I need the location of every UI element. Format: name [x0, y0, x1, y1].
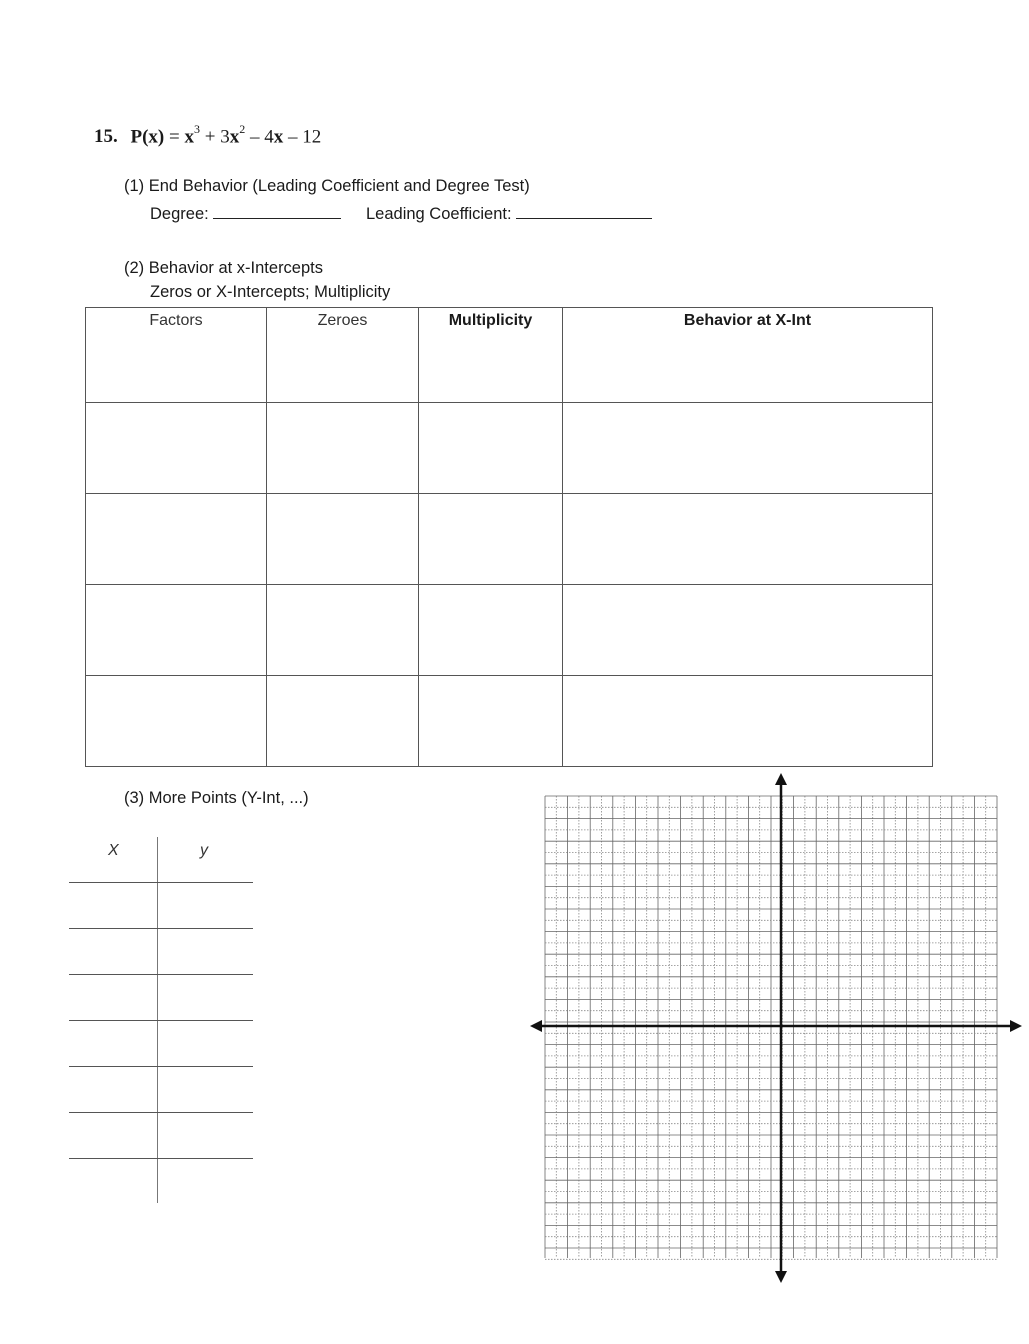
zero-cell[interactable]	[267, 494, 419, 585]
leading-coefficient-row	[366, 204, 652, 224]
axes	[530, 773, 1022, 1283]
degree-blank[interactable]	[213, 204, 341, 219]
equals-sign: =	[169, 126, 180, 148]
leading-coefficient-blank[interactable]	[516, 204, 652, 219]
behavior-cell[interactable]	[563, 585, 933, 676]
xy-row-line	[69, 1158, 253, 1159]
function-name: P(x)	[130, 126, 165, 148]
section2-subtitle: Zeros or X-Intercepts; Multiplicity	[150, 283, 391, 301]
coordinate-grid[interactable]	[525, 768, 1025, 1288]
table-row	[86, 585, 933, 676]
table-header-row	[86, 308, 933, 403]
behavior-cell[interactable]	[563, 403, 933, 494]
leading-coefficient-label: Leading Coefficient:	[366, 205, 512, 223]
table-row	[86, 494, 933, 585]
term-minus-4: – 4	[249, 126, 274, 148]
multiplicity-cell[interactable]	[419, 676, 563, 767]
zero-cell[interactable]	[267, 676, 419, 767]
multiplicity-cell[interactable]	[419, 403, 563, 494]
behavior-cell[interactable]	[563, 494, 933, 585]
xy-row-line	[69, 1066, 253, 1067]
term-x-squared: x	[229, 126, 240, 148]
table-row	[86, 676, 933, 767]
exponent-2: 2	[239, 122, 246, 136]
factor-cell[interactable]	[86, 585, 267, 676]
behavior-table	[85, 307, 933, 767]
xy-row-line	[69, 1112, 253, 1113]
zero-cell[interactable]	[267, 403, 419, 494]
zero-cell[interactable]	[267, 585, 419, 676]
y-axis-down-arrow	[775, 1271, 787, 1283]
table-row	[86, 403, 933, 494]
header-behavior: Behavior at X-Int	[563, 308, 933, 403]
xy-row-line	[69, 882, 253, 883]
section2-title: (2) Behavior at x-Intercepts	[124, 259, 323, 277]
factor-cell[interactable]	[86, 494, 267, 585]
behavior-cell[interactable]	[563, 676, 933, 767]
multiplicity-cell[interactable]	[419, 494, 563, 585]
xy-row-line	[69, 974, 253, 975]
degree-row	[150, 204, 341, 224]
exponent-3: 3	[193, 122, 200, 136]
grid-lines	[545, 796, 997, 1259]
x-axis-left-arrow	[530, 1020, 542, 1032]
header-zeroes: Zeroes	[267, 308, 419, 403]
term-x-cubed: x	[184, 126, 194, 148]
factor-cell[interactable]	[86, 403, 267, 494]
xy-row-line	[69, 1020, 253, 1021]
x-column-header: X	[108, 842, 119, 859]
xy-row-line	[69, 928, 253, 929]
term-plus-3: + 3	[204, 126, 230, 148]
section1-title: (1) End Behavior (Leading Coefficient and Degree Test)	[124, 177, 530, 195]
x-axis-right-arrow	[1010, 1020, 1022, 1032]
factor-cell[interactable]	[86, 676, 267, 767]
term-minus-12: – 12	[287, 126, 322, 148]
degree-label: Degree:	[150, 205, 209, 223]
problem-number: 15.	[94, 126, 118, 148]
y-column-header: y	[200, 842, 208, 859]
multiplicity-cell[interactable]	[419, 585, 563, 676]
term-x: x	[273, 126, 284, 148]
section3-title: (3) More Points (Y-Int, ...)	[124, 789, 309, 807]
y-axis-up-arrow	[775, 773, 787, 785]
header-factors: Factors	[86, 308, 267, 403]
header-multiplicity: Multiplicity	[419, 308, 563, 403]
problem-equation	[94, 124, 321, 148]
